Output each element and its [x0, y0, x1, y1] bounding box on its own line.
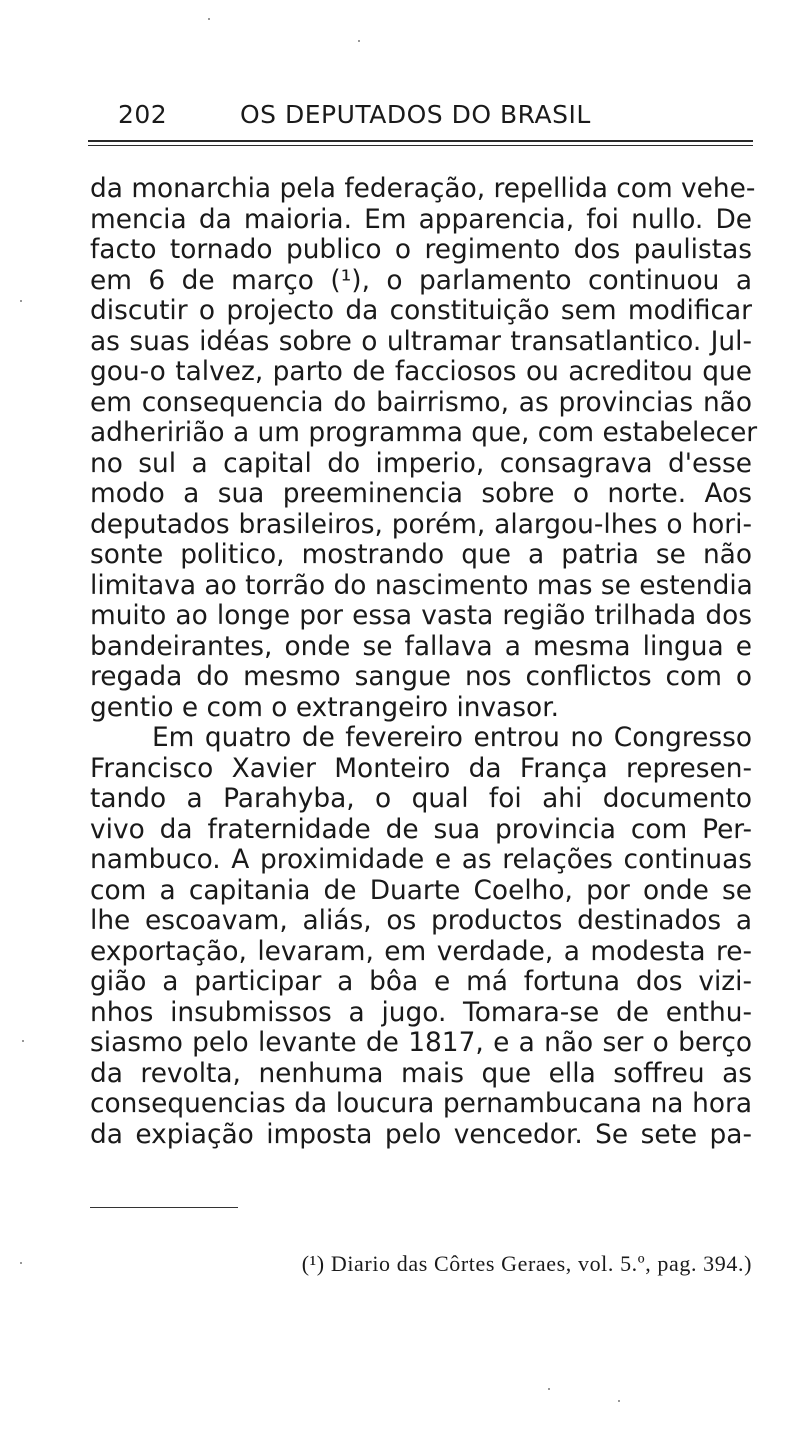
scan-speck: [548, 1388, 550, 1390]
text-line: sonte politico, mostrando que a patria se não: [90, 539, 752, 570]
text-line: modo a sua preeminencia sobre o norte. Aos: [90, 478, 752, 509]
scan-speck: [20, 300, 22, 302]
text-line: regada do mesmo sangue nos conflictos com o: [90, 661, 752, 692]
text-line: consequencias da loucura pernambucana na hora: [90, 1088, 752, 1119]
text-line: em 6 de março (¹), o parlamento continuou a: [90, 264, 752, 296]
text-line: mencia da maioria. Em apparencia, foi nullo. De: [90, 203, 752, 235]
text-line: com a capitania de Duarte Coelho, por onde se: [90, 874, 752, 906]
text-line: vivo da fraternidade de sua provincia com Per-: [90, 813, 752, 845]
text-line: da monarchia pela federação, repellida com vehe-: [90, 173, 756, 204]
text-line: as suas idéas sobre o ultramar transatlantico. Jul-: [90, 325, 752, 357]
text-line: facto tornado publico o regimento dos paulistas: [90, 234, 752, 265]
text-line: em consequencia do bairrismo, as provincias não: [90, 386, 752, 418]
text-line: da expiação imposta pelo vencedor. Se sete pa-: [90, 1118, 752, 1150]
text-line: discutir o projecto da constituição sem modificar: [90, 295, 752, 326]
scan-speck: [20, 1262, 22, 1264]
text-line: gentio e com o extrangeiro invasor.: [90, 691, 560, 723]
text-line: nhos insubmissos a jugo. Tomara-se de enthu-: [90, 996, 752, 1028]
scan-speck: [22, 1040, 24, 1042]
text-line: gou-o talvez, parto de facciosos ou acreditou que: [90, 356, 752, 387]
text-line: gião a participar a bôa e má fortuna dos vizi-: [90, 966, 752, 997]
scan-speck: [358, 40, 360, 42]
text-line: Francisco Xavier Monteiro da França represen-: [90, 752, 752, 784]
text-line: nambuco. A proximidade e as relações continuas: [90, 844, 752, 875]
text-line: adheririão a um programma que, com estabelecer: [90, 417, 758, 448]
text-line: da revolta, nenhuma mais que ella soffreu as: [90, 1057, 752, 1089]
text-line: muito ao longe por essa vasta região trilhada dos: [90, 600, 752, 631]
running-title: OS DEPUTADOS DO BRASIL: [240, 100, 591, 129]
text-line: bandeirantes, onde se fallava a mesma lingua e: [90, 630, 752, 662]
text-line: lhe escoavam, aliás, os productos destinados a: [90, 905, 752, 936]
page-number: 202: [118, 100, 168, 129]
footnote: (¹) Diario das Côrtes Geraes, vol. 5.º, pag. 394.): [301, 1251, 752, 1276]
text-line: exportação, levaram, em verdade, a modesta re-: [90, 935, 752, 967]
text-line: limitava ao torrão do nascimento mas se estendia: [90, 569, 753, 601]
text-line: no sul a capital do imperio, consagrava d'esse: [90, 447, 752, 479]
scan-speck: [618, 1400, 620, 1402]
text-line: siasmo pelo levante de 1817, e a não ser o berço: [90, 1027, 752, 1058]
text-line: Em quatro de fevereiro entrou no Congresso: [152, 722, 752, 753]
header-rule-thin: [88, 145, 753, 146]
text-line: deputados brasileiros, porém, alargou-lhes o hori-: [90, 508, 752, 540]
scan-speck: [208, 18, 210, 20]
footnote-rule: [90, 1207, 238, 1208]
header-rule: [88, 140, 753, 142]
body-text: [90, 173, 758, 1150]
text-line: tando a Parahyba, o qual foi ahi documento: [90, 783, 752, 814]
